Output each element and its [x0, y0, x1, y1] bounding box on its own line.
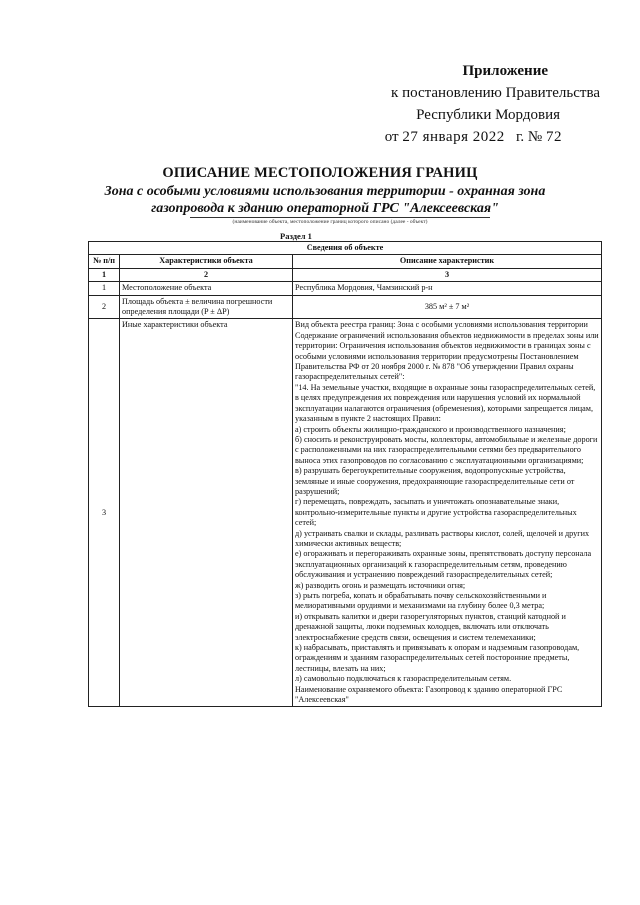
row-3-num: 3 [89, 319, 120, 707]
row-1-num: 1 [89, 282, 120, 295]
date-number-line [360, 126, 600, 148]
table-header-row [89, 255, 602, 268]
appendix-title: Приложение [462, 63, 548, 79]
row-3-name: Иные характеристики объекта [120, 319, 293, 707]
row-2-name: Площадь объекта ± величина погрешности определения площади (P ± ΔP) [120, 295, 293, 319]
resolution-date: 27 января 2022 [402, 129, 505, 145]
header-characteristics: Характеристики объекта [120, 255, 293, 268]
subtitle-line-1: Зона с особыми условиями использования территории - охранная зона [104, 184, 546, 199]
table-row [89, 282, 602, 295]
index-col-2: 2 [120, 268, 293, 281]
desc-paragraph: а) строить объекты жилищно-гражданского и производственного назначения; [295, 424, 566, 434]
section-label: Раздел 1 [280, 231, 312, 241]
row-2-value: 385 м² ± 7 м² [293, 295, 602, 319]
desc-paragraph: г) перемещать, повреждать, засыпать и уничтожать опознавательные знаки, контрольно-измерительные пункты и другие устройства газораспределительных сетей; [295, 497, 577, 528]
document-header [360, 60, 600, 148]
desc-paragraph: з) рыть погреба, копать и обрабатывать почву сельскохозяйственными и мелиоративными орудиями и механизмами на глубину более 0,3 метра; [295, 591, 547, 611]
index-col-3: 3 [293, 268, 602, 281]
subtitle-line-2: газопровода к зданию операторной ГРС "Алексеевская" [151, 201, 499, 216]
index-col-1: 1 [89, 268, 120, 281]
row-2-num: 2 [89, 295, 120, 319]
resolution-number: 72 [546, 129, 562, 145]
desc-paragraph: Наименование охраняемого объекта: Газопровод к зданию операторной ГРС "Алексеевская" [295, 684, 563, 705]
table-index-row [89, 268, 602, 281]
date-prefix: от [384, 129, 399, 145]
number-prefix: г. № [515, 129, 543, 145]
desc-paragraph: д) устраивать свалки и склады, разливать растворы кислот, солей, щелочей и других химически активных веществ; [295, 528, 590, 548]
object-info-table [88, 241, 602, 707]
table-row [89, 295, 602, 319]
desc-paragraph: б) сносить и реконструировать мосты, коллекторы, автомобильные и железные дороги с расположенными на них газораспределительными сетями без предварительного выноса этих газопроводов по согласованию с эксплуатационными организациями; [295, 434, 598, 465]
table-caption: Сведения об объекте [89, 242, 602, 255]
subtitle-underline [190, 217, 490, 218]
resolution-line: к постановлению Правительства [391, 85, 600, 101]
desc-paragraph: в) разрушать берегоукрепительные сооружения, водопропускные устройства, земляные и иные сооружения, предохраняющие газораспределительные сети от разрушений; [295, 466, 575, 496]
desc-paragraph: е) огораживать и перегораживать охранные зоны, препятствовать доступу персонала эксплуатационных организаций к газораспределительным сетям, проведению обслуживания и устранению повреждений газораспределительных сетей; [295, 549, 592, 580]
header-description: Описание характеристик [293, 255, 602, 268]
row-1-name: Местоположение объекта [120, 282, 293, 295]
row-1-value: Республика Мордовия, Чамзинский р-н [293, 282, 602, 295]
republic-line: Республики Мордовия [416, 107, 560, 123]
desc-paragraph: и) открывать калитки и двери газорегуляторных пунктов, станций катодной и дренажной защиты, люки подземных колодцев, включать или отключать электроснабжение средств связи, освещения и систем телемеханики; [295, 611, 566, 642]
desc-paragraph: "14. На земельные участки, входящие в охранные зоны газораспределительных сетей, в целях предупреждения их повреждения или нарушения условий их нормальной эксплуатации налагаются ограничения (обременения), которыми запрещается лицам, указанным в пункте 2 настоящих Правил: [295, 382, 596, 424]
desc-paragraph: Вид объекта реестра границ: Зона с особыми условиями использования территории [295, 320, 588, 330]
table-caption-row [89, 242, 602, 255]
desc-paragraph: к) набрасывать, приставлять и привязывать к опорам и надземным газопроводам, ограждениям и зданиям газораспределительных сетей посторонние предметы, лестницы, влезать на них; [295, 643, 580, 673]
subtitle-note: (наименование объекта, местоположение границ которого описано (далее - объект) [232, 219, 428, 225]
document-title: ОПИСАНИЕ МЕСТОПОЛОЖЕНИЯ ГРАНИЦ [162, 165, 478, 181]
header-num: № п/п [89, 255, 120, 268]
row-3-description [293, 319, 602, 707]
table-row [89, 319, 602, 707]
desc-paragraph: л) самовольно подключаться к газораспределительным сетям. [295, 674, 512, 684]
document-subtitle [100, 183, 550, 217]
desc-paragraph: ж) разводить огонь и размещать источники огня; [295, 580, 466, 590]
desc-paragraph: Содержание ограничений использования объектов недвижимости в пределах зоны или территории: Ограничения использования объектов недвижимости в границах зоны с особыми условиями использования территории предусмотрены Постановлением Правительства РФ от 20 ноября 2000 г. № 878 "Об утверждении Правил охраны газораспределительных сетей": [295, 330, 599, 382]
